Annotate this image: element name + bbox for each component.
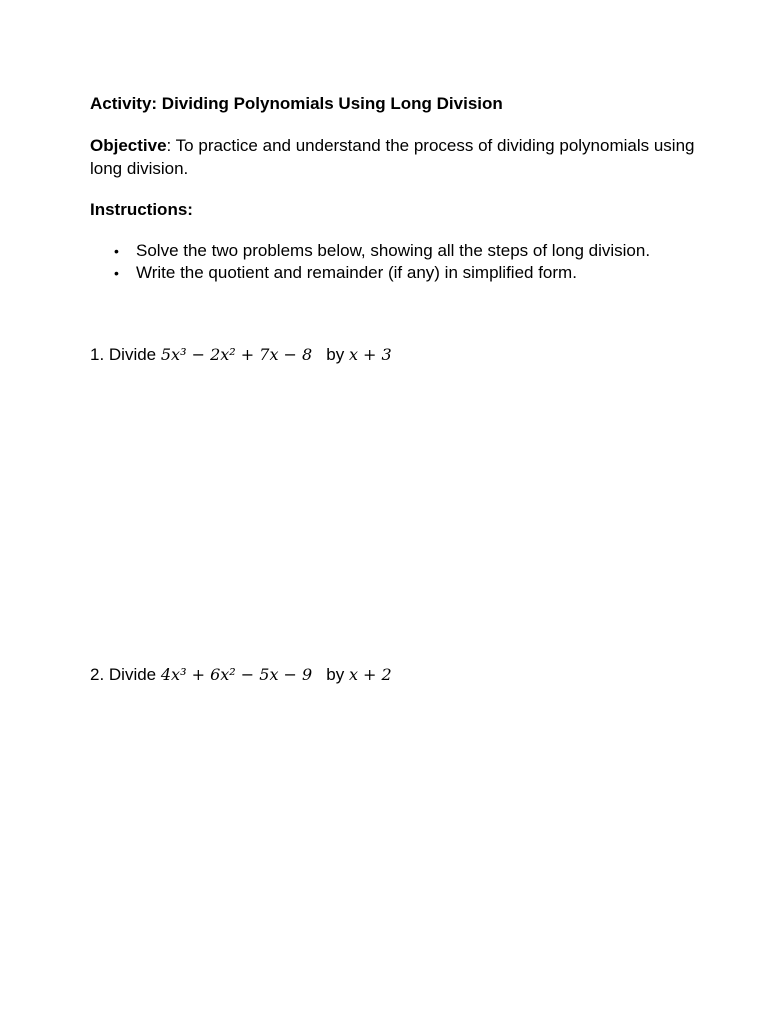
by-word: by — [326, 665, 345, 684]
divisor-expression: x + 2 — [348, 665, 392, 684]
problem-2 — [90, 665, 392, 685]
by-word: by — [326, 345, 345, 364]
instructions-heading: Instructions: — [90, 200, 193, 219]
list-item — [90, 262, 650, 284]
problem-prefix: 2. Divide — [90, 665, 157, 684]
page-title: Activity: Dividing Polynomials Using Long Division — [90, 94, 503, 113]
objective-label: Objective — [90, 136, 167, 155]
dividend-expression: 5x³ − 2x² + 7x − 8 — [160, 345, 313, 364]
objective-paragraph — [90, 134, 700, 180]
problem-1 — [90, 345, 392, 365]
bullet-icon: • — [114, 243, 119, 259]
instruction-text: Solve the two problems below, showing all the steps of long division. — [136, 241, 651, 260]
bullet-icon: • — [114, 265, 119, 281]
objective-text: : To practice and understand the process of dividing polynomials using long division. — [90, 136, 695, 178]
problem-prefix: 1. Divide — [90, 345, 157, 364]
divisor-expression: x + 3 — [348, 345, 392, 364]
instructions-list — [90, 240, 650, 284]
dividend-expression: 4x³ + 6x² − 5x − 9 — [160, 665, 313, 684]
instruction-text: Write the quotient and remainder (if any) in simplified form. — [136, 263, 577, 282]
list-item — [90, 240, 650, 262]
